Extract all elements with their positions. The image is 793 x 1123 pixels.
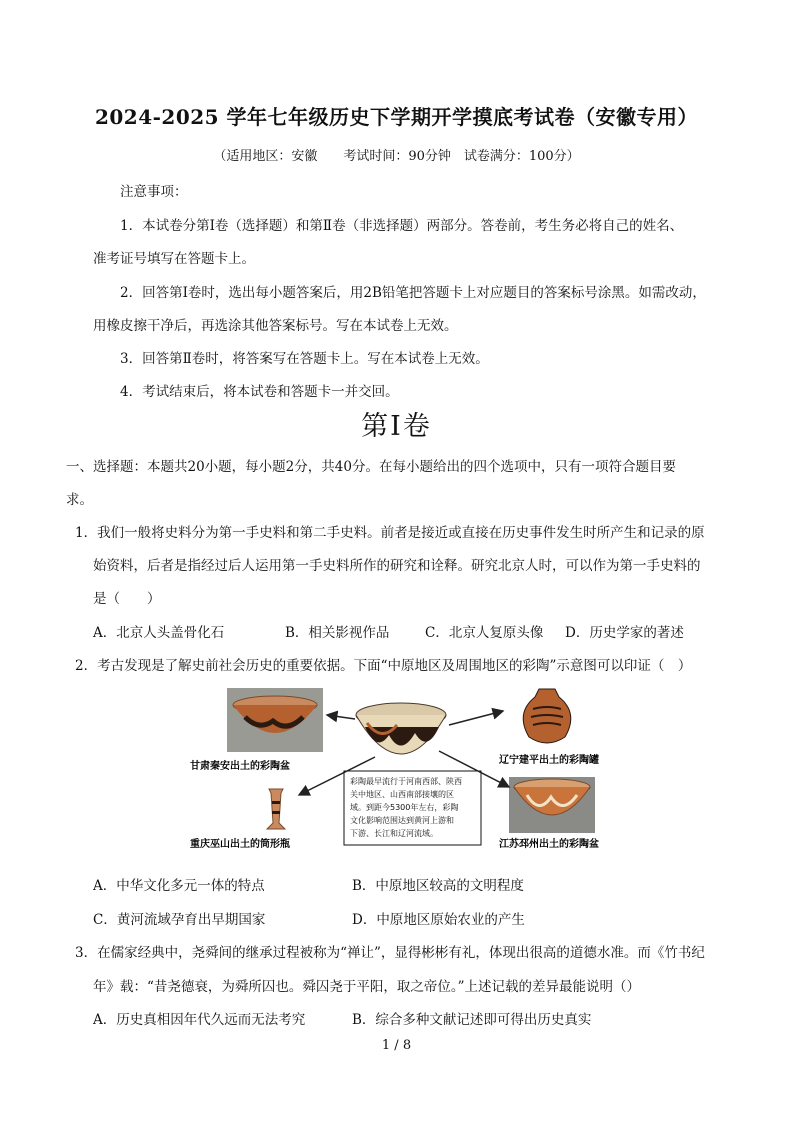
q1-stem: 1．我们一般将史料分为第一手史料和第二手史料。前者是接近或直接在历史事件发生时所产生和记录的原 bbox=[75, 525, 705, 541]
diffusion-note-box bbox=[344, 771, 481, 845]
note-item-3: 3．回答第Ⅱ卷时，将答案写在答题卡上。写在本试卷上无效。 bbox=[120, 351, 489, 367]
page-number: 1 / 8 bbox=[381, 1038, 412, 1053]
notes-heading: 注意事项： bbox=[120, 184, 188, 200]
caption-liaoning: 辽宁建平出土的彩陶罐 bbox=[499, 755, 599, 766]
jiangsu-bowl-image bbox=[509, 777, 595, 833]
q1-stem-end: 是（ ） bbox=[93, 591, 161, 607]
q1-option-b[interactable]: B．相关影视作品 bbox=[285, 625, 390, 641]
note-line-5: 下游、长江和辽河流域。 bbox=[350, 829, 438, 838]
q1-option-d[interactable]: D．历史学家的著述 bbox=[565, 625, 684, 641]
volume-title: 第Ⅰ卷 bbox=[361, 411, 432, 442]
q2-option-a[interactable]: A．中华文化多元一体的特点 bbox=[93, 878, 265, 894]
note-item-1-cont: 准考证号填写在答题卡上。 bbox=[93, 251, 255, 267]
q3-option-b[interactable]: B．综合多种文献记述即可得出历史真实 bbox=[352, 1012, 592, 1028]
note-item-2: 2．回答第Ⅰ卷时，选出每小题答案后，用2B铅笔把答题卡上对应题目的答案标号涂黑。如需改动， bbox=[120, 285, 706, 301]
note-line-1: 彩陶最早流行于河南西部、陕西 bbox=[350, 777, 462, 786]
caption-jiangsu: 江苏邳州出土的彩陶盆 bbox=[499, 839, 599, 850]
pottery-diagram-svg bbox=[187, 683, 627, 863]
note-item-1: 1．本试卷分第Ⅰ卷（选择题）和第Ⅱ卷（非选择题）两部分。答卷前，考生务必将自己的姓名、 bbox=[120, 218, 684, 234]
center-bowl-image bbox=[356, 703, 446, 754]
q3-stem-cont: 年》载：“昔尧德衰，为舜所囚也。舜囚尧于平阳，取之帝位。”上述记载的差异最能说明（） bbox=[93, 979, 641, 995]
caption-gansu: 甘肃秦安出土的彩陶盆 bbox=[190, 761, 290, 772]
q2-option-d[interactable]: D．中原地区原始农业的产生 bbox=[352, 912, 525, 928]
caption-chongqing: 重庆巫山出土的筒形瓶 bbox=[190, 839, 290, 850]
arrow-to-liaoning bbox=[449, 711, 503, 725]
q3-stem: 3．在儒家经典中，尧舜间的继承过程被称为“禅让”，显得彬彬有礼，体现出很高的道德水准。而《竹书纪 bbox=[75, 945, 705, 961]
note-item-4: 4．考试结束后，将本试卷和答题卡一并交回。 bbox=[120, 384, 399, 400]
q3-option-a[interactable]: A．历史真相因年代久远而无法考究 bbox=[93, 1012, 306, 1028]
q1-stem-cont: 始资料，后者是指经过后人运用第一手史料所作的研究和诠释。研究北京人时，可以作为第一手史料的 bbox=[93, 558, 701, 574]
arrow-to-gansu bbox=[327, 715, 355, 719]
section-instructions: 一、选择题：本题共20小题，每小题2分，共40分。在每小题给出的四个选项中，只有一项符合题目要 bbox=[66, 459, 676, 475]
q2-option-c[interactable]: C．黄河流域孕育出早期国家 bbox=[93, 912, 266, 928]
gansu-bowl-image bbox=[227, 688, 323, 752]
note-item-2-cont: 用橡皮擦干净后，再选涂其他答案标号。写在本试卷上无效。 bbox=[93, 318, 458, 334]
q2-option-b[interactable]: B．中原地区较高的文明程度 bbox=[352, 878, 524, 894]
q1-option-a[interactable]: A．北京人头盖骨化石 bbox=[93, 625, 225, 641]
note-line-2: 关中地区、山西南部接壤的区 bbox=[350, 790, 454, 799]
q2-stem: 2．考古发现是了解史前社会历史的重要依据。下面“中原地区及周围地区的彩陶”示意图可以印证（ ） bbox=[75, 658, 692, 674]
note-line-3: 域。到距今5300年左右，彩陶 bbox=[350, 803, 459, 812]
liaoning-jar-image bbox=[507, 685, 587, 747]
section-instructions-cont: 求。 bbox=[66, 492, 93, 508]
q1-option-c[interactable]: C．北京人复原头像 bbox=[425, 625, 544, 641]
pottery-diagram bbox=[187, 683, 627, 863]
exam-title: 2024-2025 学年七年级历史下学期开学摸底考试卷（安徽专用） bbox=[94, 105, 699, 129]
exam-meta: （适用地区：安徽 考试时间：90分钟 试卷满分：100分） bbox=[213, 149, 580, 164]
note-line-4: 文化影响范围达到黄河上游和 bbox=[350, 816, 454, 825]
chongqing-vase-image bbox=[267, 789, 285, 829]
